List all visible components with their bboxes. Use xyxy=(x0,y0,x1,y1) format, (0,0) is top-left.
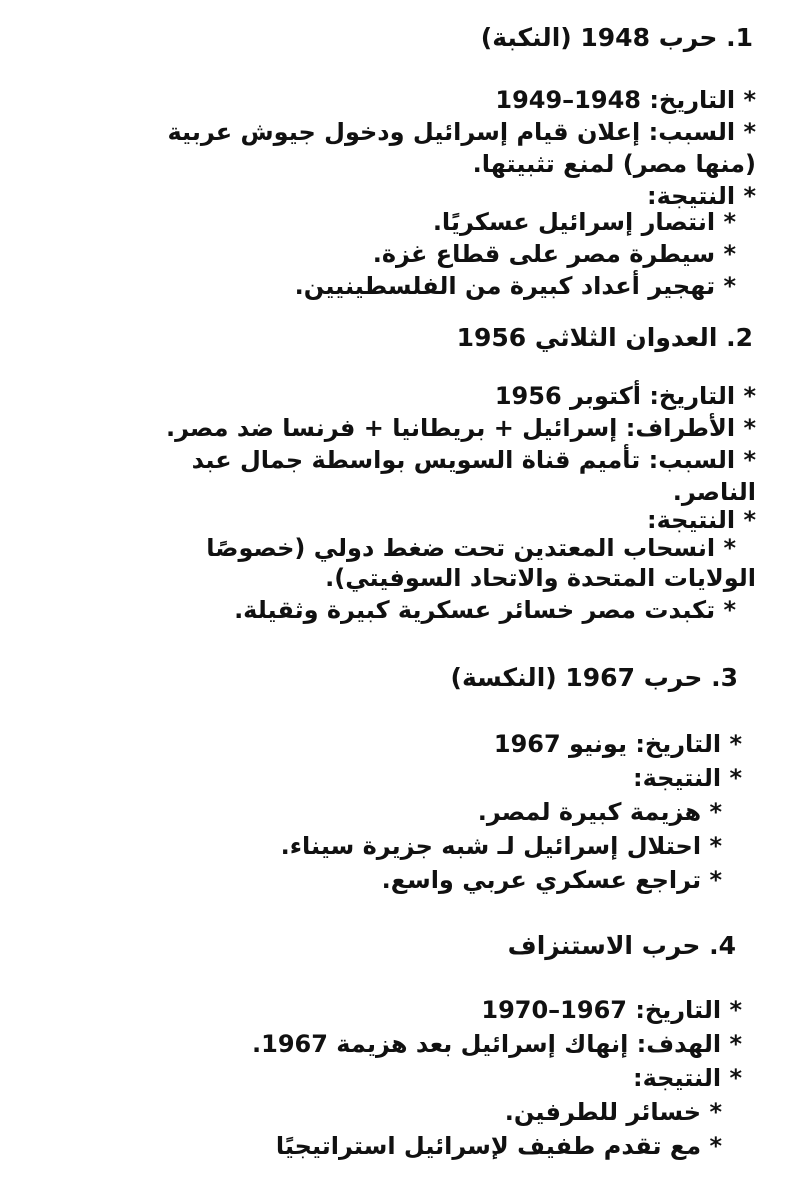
section-4-line-date: * التاريخ: 1967–1970 xyxy=(481,996,742,1024)
section-3-result-item-1: * هزيمة كبيرة لمصر. xyxy=(477,798,722,826)
section-1-result-item-3: * تهجير أعداد كبيرة من الفلسطينيين. xyxy=(294,272,736,300)
section-4-line-result-label: * النتيجة: xyxy=(633,1064,742,1092)
section-2-line-cause-cont: الناصر. xyxy=(672,478,756,506)
section-3-line-date: * التاريخ: يونيو 1967 xyxy=(493,730,742,758)
section-4-line-goal: * الهدف: إنهاك إسرائيل بعد هزيمة 1967. xyxy=(252,1030,742,1058)
section-2-line-date: * التاريخ: أكتوبر 1956 xyxy=(494,382,756,410)
section-1-line-result-label: * النتيجة: xyxy=(647,182,756,210)
section-3-line-result-label: * النتيجة: xyxy=(633,764,742,792)
section-1-line-cause-cont: (منها مصر) لمنع تثبيتها. xyxy=(472,150,756,178)
section-2-line-cause: * السبب: تأميم قناة السويس بواسطة جمال عبد xyxy=(191,446,756,474)
section-4-result-item-1: * خسائر للطرفين. xyxy=(504,1098,722,1126)
section-heading-attrition: 4. حرب الاستنزاف xyxy=(507,931,736,960)
section-2-result-item-2: * تكبدت مصر خسائر عسكرية كبيرة وثقيلة. xyxy=(234,596,736,624)
section-heading-1956: 2. العدوان الثلاثي 1956 xyxy=(456,323,753,352)
section-3-result-item-2: * احتلال إسرائيل لـ شبه جزيرة سيناء. xyxy=(280,832,722,860)
section-1-line-date: * التاريخ: 1948–1949 xyxy=(495,86,756,114)
section-heading-1948: 1. حرب 1948 (النكبة) xyxy=(480,23,753,52)
section-2-line-result-label: * النتيجة: xyxy=(647,506,756,534)
section-2-result-item-1-cont: الولايات المتحدة والاتحاد السوفيتي). xyxy=(325,564,756,592)
section-1-result-item-2: * سيطرة مصر على قطاع غزة. xyxy=(372,240,736,268)
section-heading-1967: 3. حرب 1967 (النكسة) xyxy=(450,663,738,692)
section-1-result-item-1: * انتصار إسرائيل عسكريًا. xyxy=(432,208,736,236)
section-2-line-parties: * الأطراف: إسرائيل + بريطانيا + فرنسا ضد مصر. xyxy=(165,414,756,442)
section-3-result-item-3: * تراجع عسكري عربي واسع. xyxy=(381,866,722,894)
section-1-line-cause: * السبب: إعلان قيام إسرائيل ودخول جيوش عربية xyxy=(167,118,756,146)
section-2-result-item-1: * انسحاب المعتدين تحت ضغط دولي (خصوصًا xyxy=(206,534,736,562)
section-4-result-item-2: * مع تقدم طفيف لإسرائيل استراتيجيًا xyxy=(275,1132,722,1160)
